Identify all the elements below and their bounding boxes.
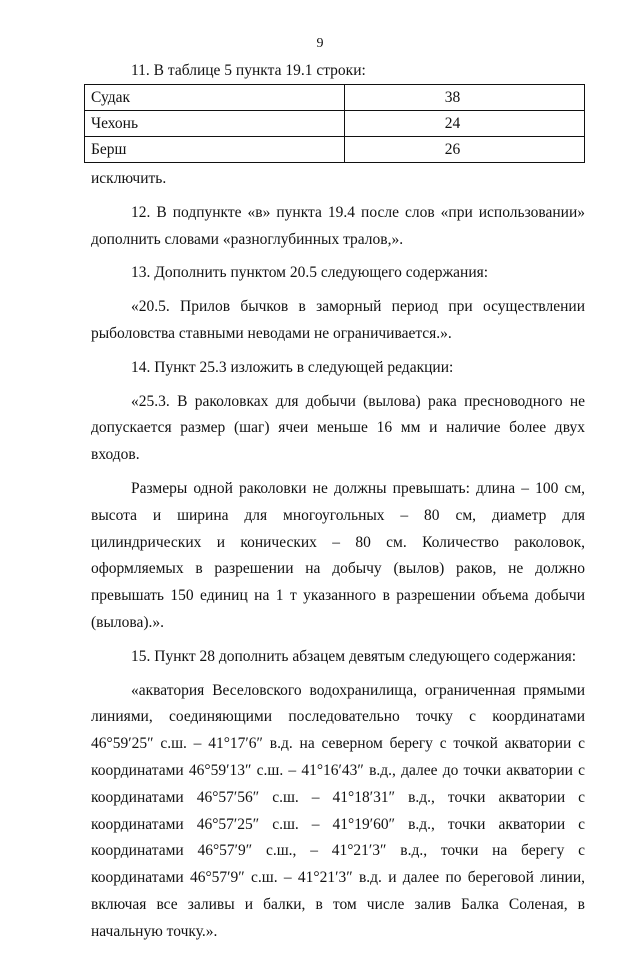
paragraph-crayfish-trap-size: Размеры одной раколовки не должны превышать: длина – 100 см, высота и ширина для многоугольных – 80 см, диаметр для цилиндрических и конических – 80 см. Количество раколовок, оформляемых в разрешении на добычу (вылов) раков, не должно превышать 150 единиц на 1 т указанного в разрешении объема добычи (вылова).». [91, 479, 585, 631]
table-row [85, 85, 585, 111]
species-value: 38 [345, 85, 585, 111]
paragraph-13: 13. Дополнить пунктом 20.5 следующего содержания: [131, 264, 489, 282]
paragraph-11-intro: 11. В таблице 5 пункта 19.1 строки: [131, 62, 366, 79]
document-body [91, 166, 585, 953]
paragraph-20-5: «20.5. Прилов бычков в заморный период при осуществлении рыболовства ставными неводами не ограничивается.». [91, 298, 585, 342]
paragraph-veselovskoe-reservoir: «акватория Веселовского водохранилища, ограниченная прямыми линиями, соединяющими последовательно точку с координатами 46°59′25″ с.ш. – 41°17′6″ в.д. на северном берегу с точкой акватории с координатами 46°59′13″ с.ш. – 41°16′43″ в.д., далее до точки акватории с координатами 46°57′56″ с.ш. – 41°18′31″ в.д., точки акватории с координатами 46°57′25″ с.ш. – 41°19′60″ в.д., точки акватории с координатами 46°57′9″ с.ш., – 41°21′3″ в.д., точки на берегу с координатами 46°57′9″ с.ш. – 41°21′3″ в.д. и далее по береговой линии, включая все заливы и балки, в том числе залив Балка Соленая, в начальную точку.». [91, 681, 585, 940]
paragraph-25-3: «25.3. В раколовках для добычи (вылова) рака пресноводного не допускается размер (шаг) ячеи меньше 16 мм и наличие более двух входов. [91, 392, 585, 464]
paragraph-12: 12. В подпункте «в» пункта 19.4 после слов «при использовании» дополнить словами «разноглубинных тралов,». [91, 203, 585, 248]
table-row [85, 137, 585, 163]
species-value: 26 [345, 137, 585, 163]
species-name: Чехонь [85, 111, 345, 137]
species-name: Судак [85, 85, 345, 111]
page-number: 9 [316, 36, 324, 51]
paragraph-14: 14. Пункт 25.3 изложить в следующей редакции: [131, 358, 454, 376]
table-row [85, 111, 585, 137]
species-name: Берш [85, 137, 345, 163]
species-table [84, 84, 585, 163]
paragraph-15: 15. Пункт 28 дополнить абзацем девятым следующего содержания: [131, 647, 577, 665]
species-value: 24 [345, 111, 585, 137]
paragraph-exclude: исключить. [91, 170, 167, 187]
